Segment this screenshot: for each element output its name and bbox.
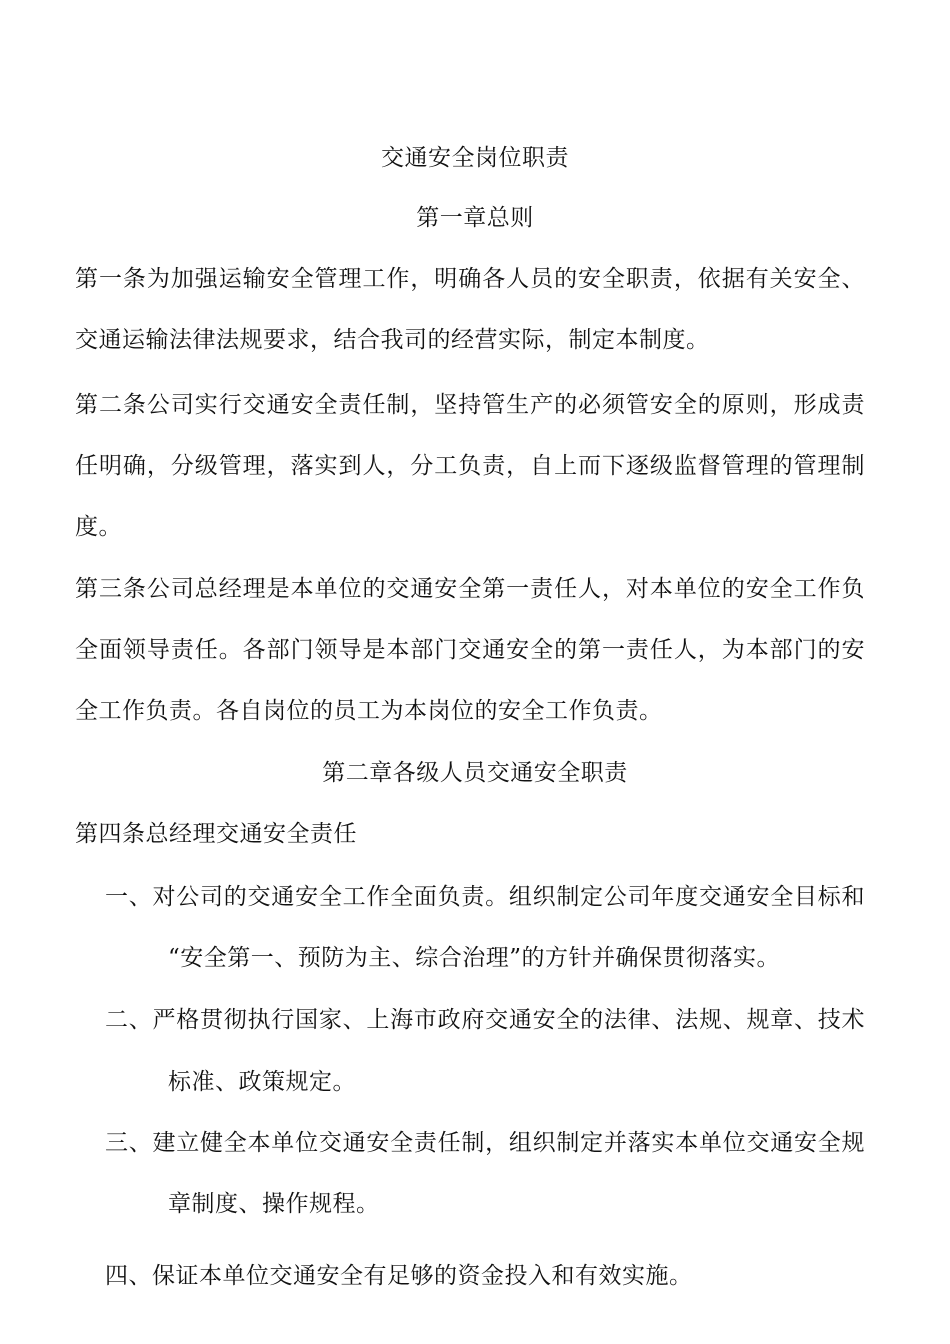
article-line: 度。 <box>75 514 122 540</box>
list-item-line: 标准、政策规定。 <box>168 1069 356 1095</box>
article-line: 全面领导责任。各部门领导是本部门交通安全的第一责任人，为本部门的安 <box>75 637 865 663</box>
list-item-line: 四、保证本单位交通安全有足够的资金投入和有效实施。 <box>105 1263 693 1289</box>
list-item-line: “安全第一、预防为主、综合治理”的方针并确保贯彻落实。 <box>168 945 781 971</box>
article-line: 任明确，分级管理，落实到人，分工负责，自上而下逐级监督管理的管理制 <box>75 453 865 479</box>
list-item-line: 二、严格贯彻执行国家、上海市政府交通安全的法律、法规、规章、技术 <box>105 1007 865 1033</box>
article-line: 第三条公司总经理是本单位的交通安全第一责任人，对本单位的安全工作负 <box>75 576 865 602</box>
article-line: 全工作负责。各自岗位的员工为本岗位的安全工作负责。 <box>75 698 663 724</box>
article-line: 第二条公司实行交通安全责任制，坚持管生产的必须管安全的原则，形成责 <box>75 392 865 418</box>
list-item-line: 一、对公司的交通安全工作全面负责。组织制定公司年度交通安全目标和 <box>105 884 865 910</box>
chapter-heading: 第二章各级人员交通安全职责 <box>322 760 628 786</box>
list-item-line: 三、建立健全本单位交通安全责任制，组织制定并落实本单位交通安全规 <box>105 1130 865 1156</box>
list-item-line: 章制度、操作规程。 <box>168 1191 380 1217</box>
chapter-heading: 第一章总则 <box>416 205 534 231</box>
article-line: 交通运输法律法规要求，结合我司的经营实际，制定本制度。 <box>75 327 710 353</box>
article-heading: 第四条总经理交通安全责任 <box>75 821 357 847</box>
article-line: 第一条为加强运输安全管理工作，明确各人员的安全职责，依据有关安全、 <box>75 266 865 292</box>
document-title: 交通安全岗位职责 <box>381 145 569 171</box>
